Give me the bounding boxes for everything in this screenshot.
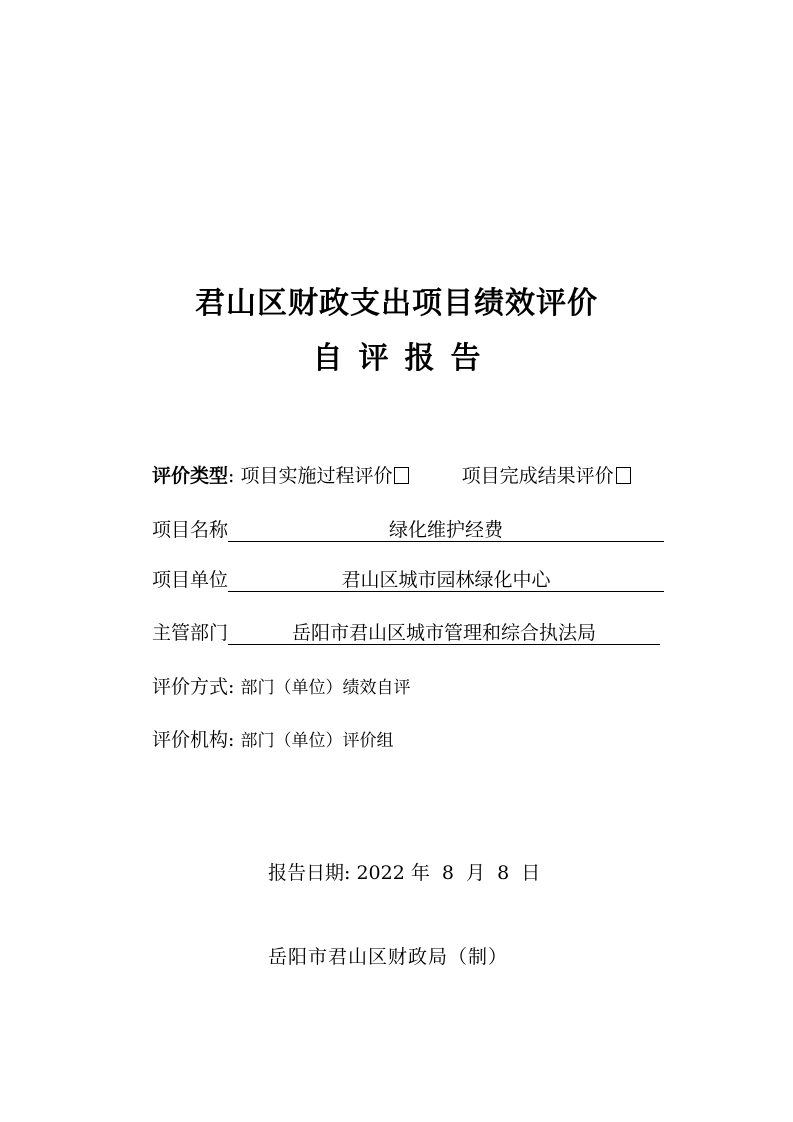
report-date-month-unit: 月	[466, 862, 486, 884]
supervising-dept-label: 主管部门	[152, 622, 229, 644]
project-unit-value: 君山区城市园林绿化中心	[228, 569, 664, 592]
report-date-label: 报告日期:	[268, 862, 351, 884]
project-name-value: 绿化维护经费	[228, 519, 664, 542]
evaluation-type-colon: :	[228, 465, 235, 487]
report-date-year: 2022	[356, 862, 405, 884]
project-name-label: 项目名称	[152, 519, 229, 541]
report-date-month: 8	[441, 862, 455, 884]
option-process-label: 项目实施过程评价	[240, 465, 393, 487]
evaluation-org-label: 评价机构:	[152, 729, 235, 751]
evaluation-type-label: 评价类型	[152, 465, 229, 487]
report-date	[268, 858, 540, 885]
supervising-dept-row	[152, 621, 660, 645]
evaluation-org-row	[152, 728, 393, 753]
report-date-day-unit: 日	[521, 862, 541, 884]
project-unit-label: 项目单位	[152, 569, 229, 591]
result-evaluation-checkbox[interactable]	[616, 467, 631, 484]
process-evaluation-checkbox[interactable]	[394, 467, 409, 484]
issuer-line: 岳阳市君山区财政局（制）	[268, 946, 509, 968]
project-name-row	[152, 518, 664, 542]
evaluation-method-value: 部门（单位）绩效自评	[240, 678, 411, 698]
report-title: 君山区财政支出项目绩效评价	[195, 286, 598, 321]
report-date-year-unit: 年	[410, 862, 430, 884]
option-result-label: 项目完成结果评价	[461, 465, 614, 487]
evaluation-method-label: 评价方式:	[152, 676, 235, 698]
report-subtitle: 自评报告	[312, 341, 497, 376]
evaluation-type-row	[152, 464, 631, 488]
evaluation-org-value: 部门（单位）评价组	[240, 731, 394, 751]
project-unit-row	[152, 568, 664, 592]
evaluation-method-row	[152, 675, 410, 700]
supervising-dept-value: 岳阳市君山区城市管理和综合执法局	[228, 622, 660, 645]
report-date-day: 8	[497, 862, 510, 884]
